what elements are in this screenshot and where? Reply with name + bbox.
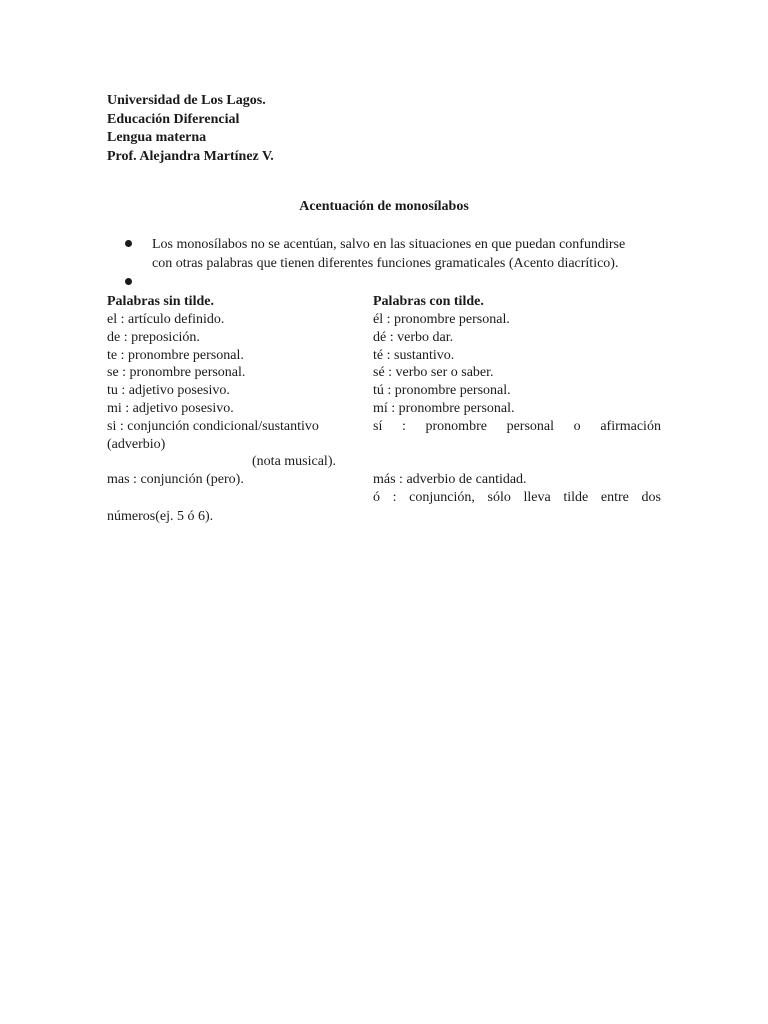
unaccented-heading: Palabras sin tilde. [107,294,214,309]
list-item-justified [373,489,661,507]
professor-name: Prof. Alejandra Martínez V. [107,148,274,164]
list-item: mas : conjunción (pero). [107,472,244,488]
word: sí [373,418,383,434]
unaccented-column [107,293,336,489]
word: afirmación [600,418,661,434]
course-name: Lengua materna [107,130,207,145]
accented-column [373,293,661,507]
word: pronombre [425,418,487,434]
trailing-text: números(ej. 5 ó 6). [107,509,214,524]
list-item: el : artículo definido. [107,312,225,327]
list-item: de : preposición. [107,329,200,345]
word: sólo [487,489,511,505]
bullet-text-line2: con otras palabras que tienen diferentes funciones gramaticales (Acento diacrítico). [152,256,619,271]
bullet-item-empty [125,273,665,292]
list-item: (nota musical). [252,454,336,470]
word: o [573,418,581,434]
list-item: se : pronombre personal. [107,365,246,381]
word: conjunción, [409,489,475,505]
word: : [392,489,397,505]
word: personal [506,418,555,434]
list-item: si : conjunción condicional/sustantivo [107,418,319,434]
list-item: más : adverbio de cantidad. [373,472,527,488]
word: tilde [563,489,589,505]
spacer-row [373,453,661,471]
accented-heading: Palabras con tilde. [373,294,484,309]
bullet-dot-icon [125,278,132,285]
list-item: te : pronombre personal. [107,347,244,363]
bullet-dot-icon [125,240,132,247]
word: entre [600,489,629,505]
list-item: sé : verbo ser o saber. [373,365,494,381]
department-name: Educación Diferencial [107,111,240,127]
list-item: tú : pronombre personal. [373,383,511,399]
word: ó [373,489,380,505]
word: : [401,418,406,434]
university-name: Universidad de Los Lagos. [107,93,266,108]
list-item: mi : adjetivo posesivo. [107,400,234,416]
bullet-text-line1: Los monosílabos no se acentúan, salvo en las situaciones en que puedan confundirse [152,237,626,252]
document-title: Acentuación de monosílabos [299,199,469,214]
document-header [107,92,274,166]
bullet-list [125,235,665,292]
bullet-item [125,235,665,273]
list-item: té : sustantivo. [373,347,455,363]
list-item: mí : pronombre personal. [373,400,515,416]
spacer-row [373,436,661,454]
list-item-justified [373,418,661,436]
list-item: él : pronombre personal. [373,312,510,327]
word: dos [641,489,661,505]
word: lleva [523,489,551,505]
list-item: (adverbio) [107,436,166,452]
list-item: dé : verbo dar. [373,329,454,345]
list-item: tu : adjetivo posesivo. [107,383,230,399]
